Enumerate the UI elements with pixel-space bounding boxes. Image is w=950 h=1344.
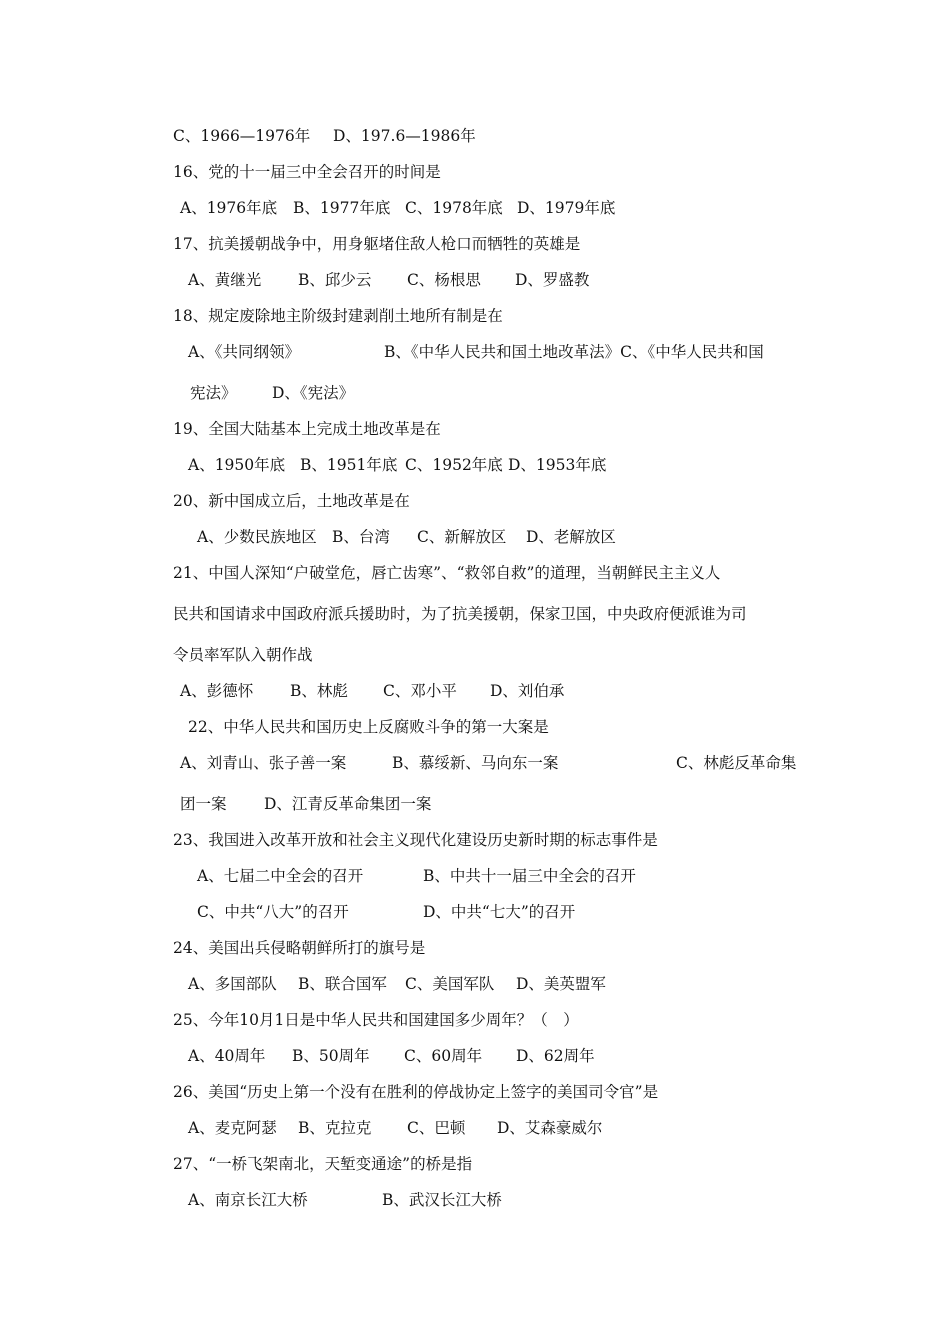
question-19: 19、全国大陆基本上完成土地改革是在 [173, 420, 441, 438]
option-b: B、武汉长江大桥 [382, 1191, 502, 1209]
question-21: 21、中国人深知“户破堂危，唇亡齿寒”、“救邻自救”的道理，当朝鲜民主主义人 [173, 564, 721, 582]
option-c: C、邓小平 [383, 682, 457, 700]
option-a: A、七届二中全会的召开 [197, 867, 364, 885]
question-23: 23、我国进入改革开放和社会主义现代化建设历史新时期的标志事件是 [173, 831, 658, 849]
option-d: D、《宪法》 [272, 384, 355, 402]
option-b: B、邱少云 [298, 271, 372, 289]
option-c: C、林彪反革命集 [676, 754, 797, 772]
option-c: C、1952年底 [405, 456, 503, 474]
option-d: D、老解放区 [526, 528, 616, 546]
option-c: C、杨根思 [407, 271, 481, 289]
option-c: C、巴顿 [407, 1119, 466, 1137]
option-b: B、克拉克 [298, 1119, 372, 1137]
option-a: A、刘青山、张子善一案 [180, 754, 347, 772]
option-a: A、《共同纲领》 [188, 343, 300, 361]
question-25: 25、今年10月1日是中华人民共和国建国多少周年？（ ） [173, 1011, 579, 1029]
option-d: D、罗盛教 [515, 271, 590, 289]
option-d: D、1953年底 [508, 456, 607, 474]
question-27: 27、“一桥飞架南北，天堑变通途”的桥是指 [173, 1155, 473, 1173]
option-a: A、南京长江大桥 [188, 1191, 308, 1209]
option-a: A、彭德怀 [180, 682, 254, 700]
question-21-line-3: 令员率军队入朝作战 [173, 646, 313, 664]
question-24: 24、美国出兵侵略朝鲜所打的旗号是 [173, 939, 426, 957]
option-c: C、美国军队 [405, 975, 495, 993]
option-d: D、江青反革命集团一案 [264, 795, 432, 813]
question-18: 18、规定废除地主阶级封建剥削土地所有制是在 [173, 307, 503, 325]
option-d: D、艾森豪威尔 [497, 1119, 603, 1137]
option-c-continued: 宪法》 [190, 384, 237, 402]
question-17: 17、抗美援朝战争中，用身躯堵住敌人枪口而牺牲的英雄是 [173, 235, 581, 253]
question-26: 26、美国“历史上第一个没有在胜利的停战协定上签字的美国司令官”是 [173, 1083, 659, 1101]
option-a: A、1950年底 [188, 456, 286, 474]
option-c: C、1978年底 [405, 199, 503, 217]
option-d: D、197.6—1986年 [333, 127, 476, 145]
option-c: C、新解放区 [417, 528, 507, 546]
option-b: B、1977年底 [293, 199, 391, 217]
option-a: A、少数民族地区 [197, 528, 317, 546]
option-b: B、50周年 [292, 1047, 370, 1065]
option-d: D、1979年底 [517, 199, 616, 217]
option-c: C、中共“八大”的召开 [197, 903, 349, 921]
option-c: C、1966—1976年 [173, 127, 311, 145]
option-d: D、刘伯承 [490, 682, 565, 700]
option-a: A、1976年底 [180, 199, 278, 217]
option-a: A、黄继光 [188, 271, 262, 289]
option-b: B、联合国军 [298, 975, 387, 993]
question-16: 16、党的十一届三中全会召开的时间是 [173, 163, 441, 181]
option-c: C、60周年 [404, 1047, 483, 1065]
option-b: B、慕绥新、马向东一案 [392, 754, 559, 772]
option-b: B、林彪 [290, 682, 348, 700]
option-d: D、美英盟军 [516, 975, 606, 993]
option-c-continued: 团一案 [180, 795, 227, 813]
option-b: B、1951年底 [300, 456, 398, 474]
option-b: B、台湾 [332, 528, 390, 546]
option-a: A、多国部队 [188, 975, 277, 993]
question-22: 22、中华人民共和国历史上反腐败斗争的第一大案是 [188, 718, 549, 736]
option-d: D、62周年 [516, 1047, 595, 1065]
option-b: B、中共十一届三中全会的召开 [423, 867, 636, 885]
option-b-c: B、《中华人民共和国土地改革法》C、《中华人民共和国 [384, 343, 764, 361]
question-20: 20、新中国成立后，土地改革是在 [173, 492, 410, 510]
option-a: A、麦克阿瑟 [188, 1119, 277, 1137]
option-d: D、中共“七大”的召开 [423, 903, 576, 921]
option-a: A、40周年 [188, 1047, 266, 1065]
question-21-line-2: 民共和国请求中国政府派兵援助时，为了抗美援朝，保家卫国，中央政府便派谁为司 [173, 605, 747, 623]
